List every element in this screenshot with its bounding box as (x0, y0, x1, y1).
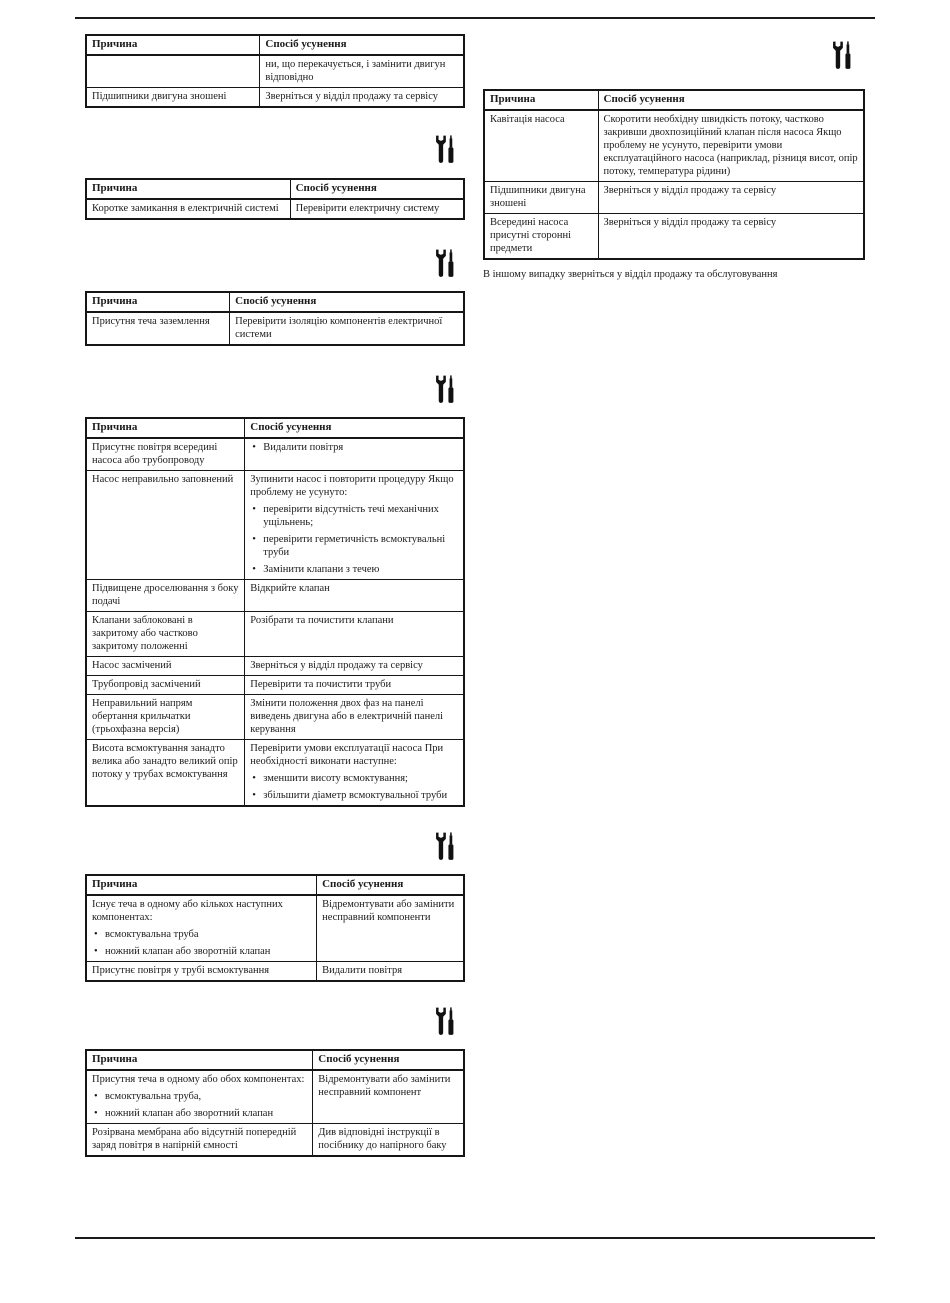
section-divider (85, 1006, 465, 1037)
cause-cell (86, 55, 260, 88)
bullet-item (252, 503, 458, 529)
remedy-cell (245, 438, 464, 471)
table-row (86, 740, 464, 807)
text-line: Зупинити насос і повторити процедуру Якщо проблему не усунуто: (250, 474, 454, 498)
bullet-item (94, 1090, 307, 1103)
bullet-text: ножний клапан або зворотний клапан (105, 1108, 274, 1119)
header-row (86, 1050, 464, 1070)
table-row (86, 471, 464, 580)
column-header-cause: Причина (86, 418, 245, 438)
column-header-cause: Причина (86, 1050, 313, 1070)
remedy-cell (245, 657, 464, 676)
wrench-screwdriver-icon (830, 40, 853, 71)
text-line: Висота всмоктування занадто велика або занадто великий опір потоку у трубах всмоктування (92, 743, 238, 780)
bullet-text: перевірити відсутність течі механічних ущільнень; (263, 504, 439, 528)
column-header-cause: Причина (86, 292, 230, 312)
section-divider (85, 374, 465, 405)
remedy-cell (598, 214, 864, 260)
column-header-remedy: Спосіб усунення (317, 875, 464, 895)
bullet-text: зменшити висоту всмоктування; (263, 773, 408, 784)
bullet-text: всмоктувальна труба (105, 929, 199, 940)
text-line: Розібрати та почистити клапани (250, 615, 394, 626)
cause-remedy-table (85, 178, 465, 220)
text-line: ни, що перекачується, і замінити двигун відповідно (265, 59, 446, 83)
section-divider (85, 134, 465, 165)
remedy-cell (245, 580, 464, 612)
text-line: Кавітація насоса (490, 114, 565, 125)
wrench-screwdriver-icon (433, 374, 456, 405)
left-column (85, 18, 465, 1157)
text-line: Зверніться у відділ продажу та сервісу (603, 217, 777, 228)
column-header-cause: Причина (86, 35, 260, 55)
text-line: Присутнє повітря у трубі всмоктування (92, 965, 270, 976)
bullet-icon: • (252, 773, 256, 784)
bullet-item (252, 441, 458, 454)
cause-cell (86, 88, 260, 108)
cause-remedy-table (85, 1049, 465, 1157)
cause-remedy-table (85, 34, 465, 108)
fallback-note: В іншому випадку зверніться у відділ продажу та обслуговування (483, 269, 778, 280)
remedy-cell (290, 199, 464, 219)
cause-remedy-table (85, 291, 465, 346)
column-header-cause: Причина (86, 875, 317, 895)
table-row (86, 895, 464, 962)
text-line: Зверніться у відділ продажу та сервісу (265, 91, 438, 102)
table-row (484, 110, 864, 182)
text-line: Відремонтувати або замінити несправний компоненти (322, 899, 455, 923)
bullet-icon: • (252, 564, 256, 575)
text-line: Зверніться у відділ продажу та сервісу (603, 185, 777, 196)
bullet-icon: • (252, 534, 256, 545)
remedy-cell (598, 110, 864, 182)
remedy-cell (245, 740, 464, 807)
right-column (483, 18, 865, 281)
table-row (86, 676, 464, 695)
table-row (86, 312, 464, 345)
remedy-cell (260, 55, 464, 88)
cause-cell (86, 1070, 313, 1124)
bullet-item (252, 563, 458, 576)
header-row (86, 418, 464, 438)
cause-cell (484, 110, 598, 182)
bullet-icon: • (94, 929, 98, 940)
cause-cell (484, 214, 598, 260)
wrench-screwdriver-icon (433, 134, 456, 165)
bullet-text: ножний клапан або зворотній клапан (105, 946, 271, 957)
text-line: Підшипники двигуна зношені (92, 91, 227, 102)
cause-remedy-table (483, 89, 865, 260)
text-line: Трубопровід засмічений (92, 679, 201, 690)
text-line: Підвищене дроселювання з боку подачі (92, 583, 239, 607)
text-line: Перевірити ізоляцію компонентів електричної системи (235, 316, 443, 340)
text-line: Перевірити та почистити труби (250, 679, 392, 690)
column-header-remedy: Спосіб усунення (313, 1050, 464, 1070)
remedy-cell (245, 676, 464, 695)
table-row (86, 438, 464, 471)
text-line: Присутня теча в одному або обох компонентах: (92, 1074, 305, 1085)
remedy-cell (245, 695, 464, 740)
cause-cell (86, 312, 230, 345)
column-header-cause: Причина (86, 179, 290, 199)
bullet-icon: • (252, 504, 256, 515)
bullet-item (94, 945, 311, 958)
cause-cell (86, 580, 245, 612)
table-row (86, 199, 464, 219)
table-row (86, 580, 464, 612)
text-line: Всередині насоса присутні сторонні предмети (490, 217, 572, 254)
section-divider (85, 831, 465, 862)
column-header-remedy: Спосіб усунення (260, 35, 464, 55)
text-line: Присутня теча заземлення (92, 316, 210, 327)
cause-cell (86, 695, 245, 740)
wrench-screwdriver-icon (433, 1006, 456, 1037)
table-row (484, 182, 864, 214)
cause-cell (86, 962, 317, 982)
remedy-cell (260, 88, 464, 108)
text-line: Зверніться у відділ продажу та сервісу (250, 660, 423, 671)
bullet-text: Видалити повітря (263, 442, 344, 453)
text-line: Видалити повітря (322, 965, 403, 976)
remedy-cell (598, 182, 864, 214)
text-line: Перевірити умови експлуатації насоса При необхідності виконати наступне: (250, 743, 444, 767)
header-row (86, 179, 464, 199)
cause-cell (86, 740, 245, 807)
bullet-icon: • (94, 1091, 98, 1102)
text-line: Підшипники двигуна зношені (490, 185, 586, 209)
wrench-screwdriver-icon (433, 248, 456, 279)
remedy-cell (313, 1124, 464, 1157)
table-row (86, 1124, 464, 1157)
cause-remedy-table (85, 874, 465, 982)
cause-cell (86, 657, 245, 676)
cause-cell (86, 1124, 313, 1157)
section-divider (85, 248, 465, 279)
cause-cell (86, 895, 317, 962)
remedy-cell (313, 1070, 464, 1124)
text-line: Насос засмічений (92, 660, 172, 671)
text-line: Скоротити необхідну швидкість потоку, частково закривши двохпозиційний клапан після насоса Якщо проблему не усунуто, перевірити умови експлуатаційного насоса (наприклад, різниця висот, опір потоку, температура рідини) (603, 114, 858, 177)
table-row (86, 1070, 464, 1124)
text-line: Змінити положення двох фаз на панелі виведень двигуна або в електричній панелі керування (250, 698, 444, 735)
column-header-remedy: Спосіб усунення (230, 292, 464, 312)
bullet-icon: • (94, 1108, 98, 1119)
bullet-item (94, 1107, 307, 1120)
cause-cell (484, 182, 598, 214)
bullet-item (94, 928, 311, 941)
column-header-remedy: Спосіб усунення (598, 90, 864, 110)
column-header-remedy: Спосіб усунення (245, 418, 464, 438)
table-row (86, 962, 464, 982)
two-column-layout (85, 18, 867, 1157)
cause-cell (86, 676, 245, 695)
text-line: Існує теча в одному або кількох наступних компонентах: (92, 899, 283, 923)
bullet-text: всмоктувальна труба, (105, 1091, 202, 1102)
text-line: Див відповідні інструкції в посібнику до напірного баку (318, 1127, 447, 1151)
cause-cell (86, 438, 245, 471)
bullet-item (252, 789, 458, 802)
bullet-icon: • (252, 442, 256, 453)
bullet-text: Замінити клапани з течею (263, 564, 380, 575)
text-line: Клапани заблоковані в закритому або частково закритому положенні (92, 615, 198, 652)
bullet-icon: • (94, 946, 98, 957)
table-row (86, 657, 464, 676)
header-row (86, 875, 464, 895)
cause-cell (86, 612, 245, 657)
text-line: Неправильний напрям обертання крильчатки (трьохфазна версія) (92, 698, 193, 735)
text-line: Насос неправильно заповнений (92, 474, 234, 485)
remedy-cell (317, 962, 464, 982)
text-line: Перевірити електричну систему (295, 203, 440, 214)
text-line: Відремонтувати або замінити несправний компонент (318, 1074, 451, 1098)
column-header-cause: Причина (484, 90, 598, 110)
table-row (86, 88, 464, 108)
bullet-text: збільшити діаметр всмоктувальної труби (263, 790, 448, 801)
cause-cell (86, 471, 245, 580)
table-row (86, 612, 464, 657)
bullet-icon: • (252, 790, 256, 801)
remedy-cell (245, 471, 464, 580)
bullet-text: перевірити герметичність всмоктувальні труби (263, 534, 446, 558)
remedy-cell (245, 612, 464, 657)
column-header-remedy: Спосіб усунення (290, 179, 464, 199)
text-line: Коротке замикання в електричній системі (92, 203, 279, 214)
table-row (484, 214, 864, 260)
remedy-cell (317, 895, 464, 962)
wrench-screwdriver-icon (433, 831, 456, 862)
section-divider (483, 40, 865, 71)
remedy-cell (230, 312, 464, 345)
bottom-rule (75, 1237, 875, 1239)
cause-remedy-table (85, 417, 465, 807)
header-row (484, 90, 864, 110)
table-row (86, 695, 464, 740)
table-row (86, 55, 464, 88)
header-row (86, 292, 464, 312)
text-line: Присутнє повітря всередині насоса або трубопроводу (92, 442, 218, 466)
text-line: Відкрийте клапан (250, 583, 330, 594)
header-row (86, 35, 464, 55)
bullet-item (252, 772, 458, 785)
text-line: Розірвана мембрана або відсутній попередній заряд повітря в напірній ємності (92, 1127, 297, 1151)
bullet-item (252, 533, 458, 559)
cause-cell (86, 199, 290, 219)
